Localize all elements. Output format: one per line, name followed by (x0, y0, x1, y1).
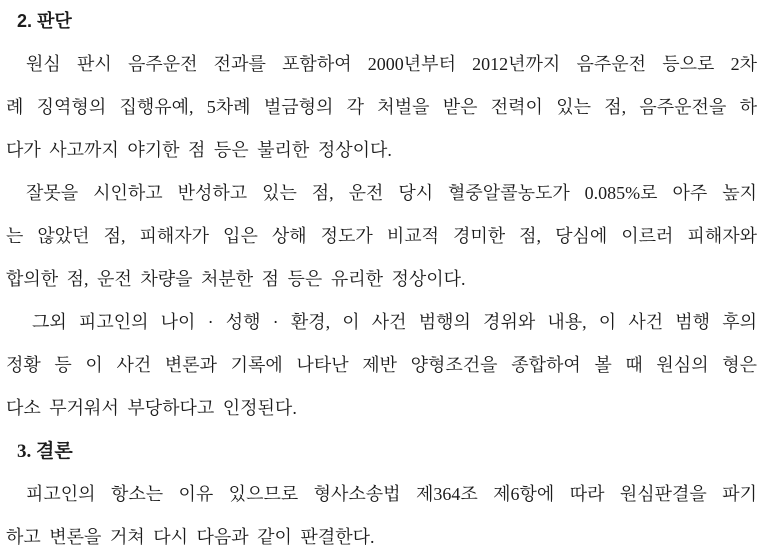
text-line: 하고 변론을 거쳐 다시 다음과 같이 판결한다. (6, 527, 375, 547)
text-line: 는 않았던 점, 피해자가 입은 상해 정도가 비교적 경미한 점, 당심에 이르러 피해자와 (6, 226, 757, 246)
section-heading-conclusion: 3. 결론 (17, 441, 73, 462)
text-line: 합의한 점, 운전 차량을 처분한 점 등은 유리한 정상이다. (6, 269, 466, 289)
text-line: 례 징역형의 집행유예, 5차례 벌금형의 각 처벌을 받은 전력이 있는 점, 음주운전을 하 (6, 97, 757, 117)
text-line: 정황 등 이 사건 변론과 기록에 나타난 제반 양형조건을 종합하여 볼 때 원심의 형은 (6, 355, 757, 375)
text-line: 다가 사고까지 야기한 점 등은 불리한 정상이다. (6, 140, 392, 160)
section-heading-judgment: 2. 판단 (17, 11, 72, 31)
text-line: 원심 판시 음주운전 전과를 포함하여 2000년부터 2012년까지 음주운전 등으로 2차 (26, 54, 757, 74)
text-line: 그외 피고인의 나이 · 성행 · 환경, 이 사건 범행의 경위와 내용, 이 사건 범행 후의 (32, 312, 757, 332)
text-line: 다소 무거워서 부당하다고 인정된다. (6, 398, 297, 418)
text-line: 잘못을 시인하고 반성하고 있는 점, 운전 당시 혈중알콜농도가 0.085%로 아주 높지 (26, 183, 757, 203)
text-line: 피고인의 항소는 이유 있으므로 형사소송법 제364조 제6항에 따라 원심판결을 파기 (26, 484, 757, 504)
